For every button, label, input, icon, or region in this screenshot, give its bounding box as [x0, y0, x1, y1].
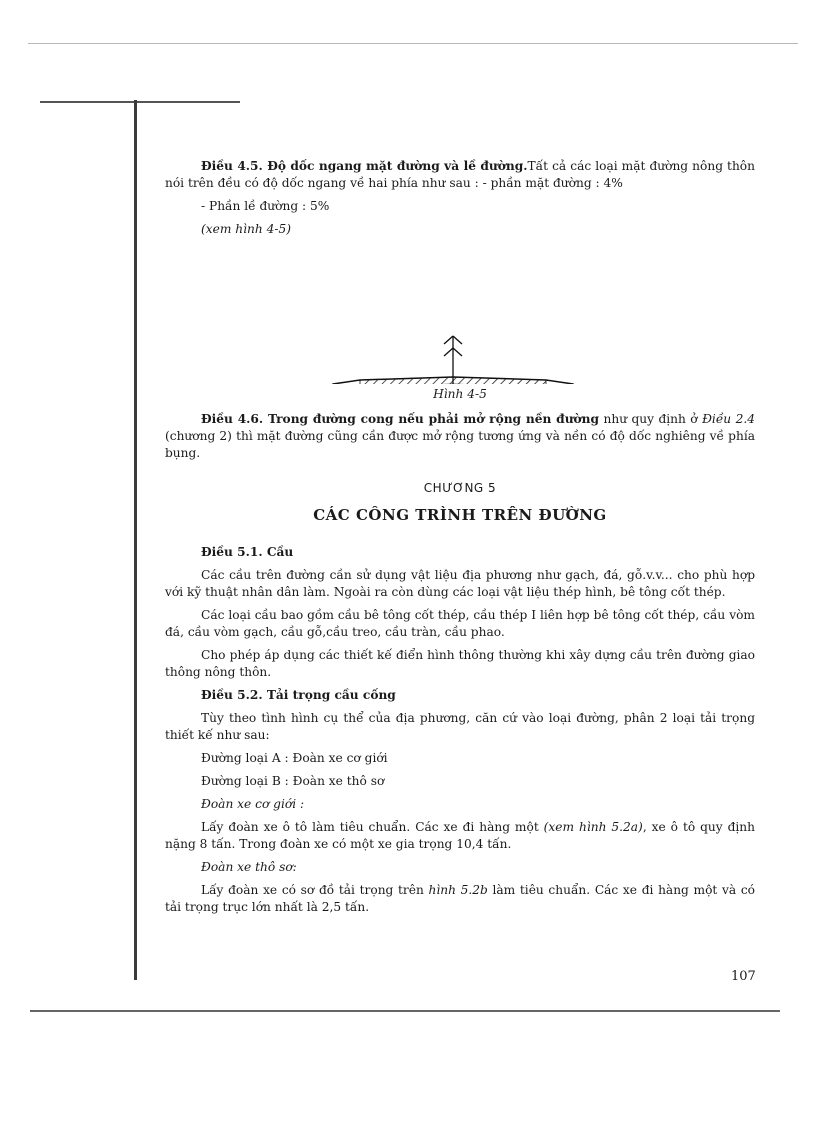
chapter-title: CÁC CÔNG TRÌNH TRÊN ĐƯỜNG [313, 506, 607, 524]
article-4-5-title: Điều 4.5. Độ dốc ngang mặt đường và lề đường. [201, 159, 528, 173]
rudimentary-paragraph [165, 882, 755, 916]
rudimentary-text-b: làm tiêu chuẩn. Các xe đi hàng một và có tải trọng trục lớn nhất là 2,5 tấn. [165, 883, 755, 914]
article-4-6-ref: Điều 2.4 [702, 412, 755, 426]
article-4-6-title: Điều 4.6. Trong đường cong nếu phải mở rộng nền đường [201, 412, 600, 426]
scan-edge-header [40, 101, 240, 103]
article-4-5 [165, 158, 755, 192]
article-5-2-title: Điều 5.2. Tải trọng cầu cống [201, 688, 396, 702]
motor-text-a: Lấy đoàn xe ô tô làm tiêu chuẩn. Các xe đi hàng một [201, 820, 544, 834]
article-5-1-title: Điều 5.1. Cầu [201, 545, 294, 559]
figure-caption: Hình 4-5 [433, 387, 487, 401]
shoulder-slope: - Phần lề đường : 5% [201, 199, 330, 213]
motor-text-b: , xe ô tô quy định nặng 8 tấn. Trong đoàn xe có một xe gia trọng 10,4 tấn. [165, 820, 755, 851]
article-4-5-text: Tất cả các loại mặt đường nông thôn nói trên đều có độ dốc ngang về hai phía như sau : - phần mặt đường : 4% [165, 159, 755, 190]
pavement-layer [360, 377, 546, 384]
scan-edge-top [28, 43, 798, 44]
article-4-6-text-b: (chương 2) thì mặt đường cũng cần được mở rộng tương ứng và nền có độ dốc nghiêng về phía bụng. [165, 429, 755, 460]
article-4-6-text-a: như quy định ở [599, 412, 703, 426]
chapter-label: CHƯƠNG 5 [423, 481, 497, 495]
motor-heading: Đoàn xe cơ giới : [201, 797, 305, 811]
article-5-1-p1: Các cầu trên đường cần sử dụng vật liệu địa phương như gạch, đá, gỗ.v.v... cho phù hợp với kỹ thuật nhân dân làm. Ngoài ra còn dùng các loại vật liệu thép hình, bê tông cốt thép. [165, 568, 755, 599]
cross-section-drawing [165, 244, 755, 384]
road-type-a: Đường loại A : Đoàn xe cơ giới [201, 751, 388, 765]
rudimentary-heading: Đoàn xe thô sơ: [201, 860, 297, 874]
see-figure-ref: (xem hình 4-5) [201, 222, 291, 236]
article-5-1-p3: Cho phép áp dụng các thiết kế điển hình thông thường khi xây dựng cầu trên đường giao thông nông thôn. [165, 648, 755, 679]
cross-section-figure [165, 244, 755, 384]
motor-ref: (xem hình 5.2a) [543, 820, 643, 834]
rudimentary-text-a: Lấy đoàn xe có sơ đồ tải trọng trên [201, 883, 429, 897]
rudimentary-ref: hình 5.2b [428, 883, 488, 897]
road-type-b: Đường loại B : Đoàn xe thô sơ [201, 774, 385, 788]
binding-edge [134, 100, 137, 980]
article-5-2-p1: Tùy theo tình hình cụ thể của địa phương, căn cứ vào loại đường, phân 2 loại tải trọng thiết kế như sau: [165, 711, 755, 742]
page-body [165, 158, 755, 922]
scan-edge-bottom [30, 1010, 780, 1012]
article-5-1-p2: Các loại cầu bao gồm cầu bê tông cốt thép, cầu thép I liên hợp bê tông cốt thép, cầu vòm đá, cầu vòm gạch, cầu gỗ,cầu treo, cầu tràn, cầu phao. [165, 608, 755, 639]
article-4-6 [165, 411, 755, 462]
page-number: 107 [731, 969, 756, 984]
motor-paragraph [165, 819, 755, 853]
